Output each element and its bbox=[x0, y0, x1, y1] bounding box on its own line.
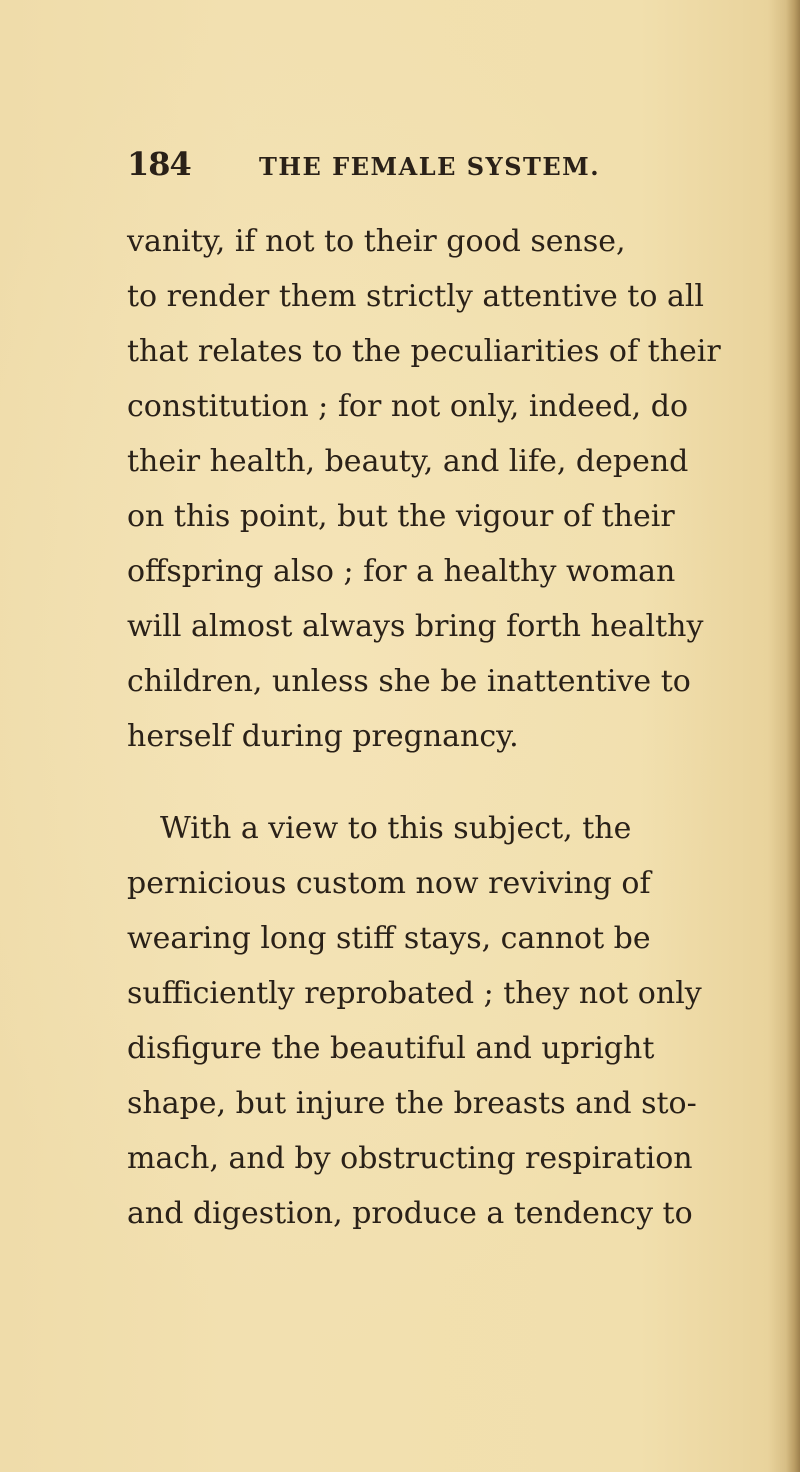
text-line: on this point, but the vigour of their bbox=[127, 499, 675, 534]
text-line: vanity, if not to their good sense, bbox=[127, 224, 626, 259]
text-line: shape, but injure the breasts and sto- bbox=[127, 1086, 697, 1121]
text-line: to render them strictly attentive to all bbox=[127, 279, 705, 314]
text-line: pernicious custom now reviving of bbox=[127, 866, 651, 901]
page-header bbox=[127, 145, 627, 185]
text-line: disfigure the beautiful and upright bbox=[127, 1031, 655, 1066]
text-line: their health, beauty, and life, depend bbox=[127, 444, 689, 479]
text-line: constitution ; for not only, indeed, do bbox=[127, 389, 689, 424]
text-line: With a view to this subject, the bbox=[160, 811, 632, 846]
text-line: that relates to the peculiarities of their bbox=[127, 334, 721, 369]
text-line: and digestion, produce a tendency to bbox=[127, 1196, 693, 1231]
paragraph-2 bbox=[127, 801, 702, 1241]
text-line: children, unless she be inattentive to bbox=[127, 664, 691, 699]
page-edge-shadow bbox=[786, 0, 800, 1472]
text-line: will almost always bring forth healthy bbox=[127, 609, 704, 644]
page-number: 184 bbox=[127, 145, 191, 183]
text-line: offspring also ; for a healthy woman bbox=[127, 554, 676, 589]
paragraph-1 bbox=[127, 214, 721, 764]
text-line: herself during pregnancy. bbox=[127, 719, 519, 754]
running-title: THE FEMALE SYSTEM. bbox=[259, 152, 601, 181]
text-line: mach, and by obstructing respiration bbox=[127, 1141, 693, 1176]
text-line: sufficiently reprobated ; they not only bbox=[127, 976, 702, 1011]
text-line: wearing long stiff stays, cannot be bbox=[127, 921, 651, 956]
